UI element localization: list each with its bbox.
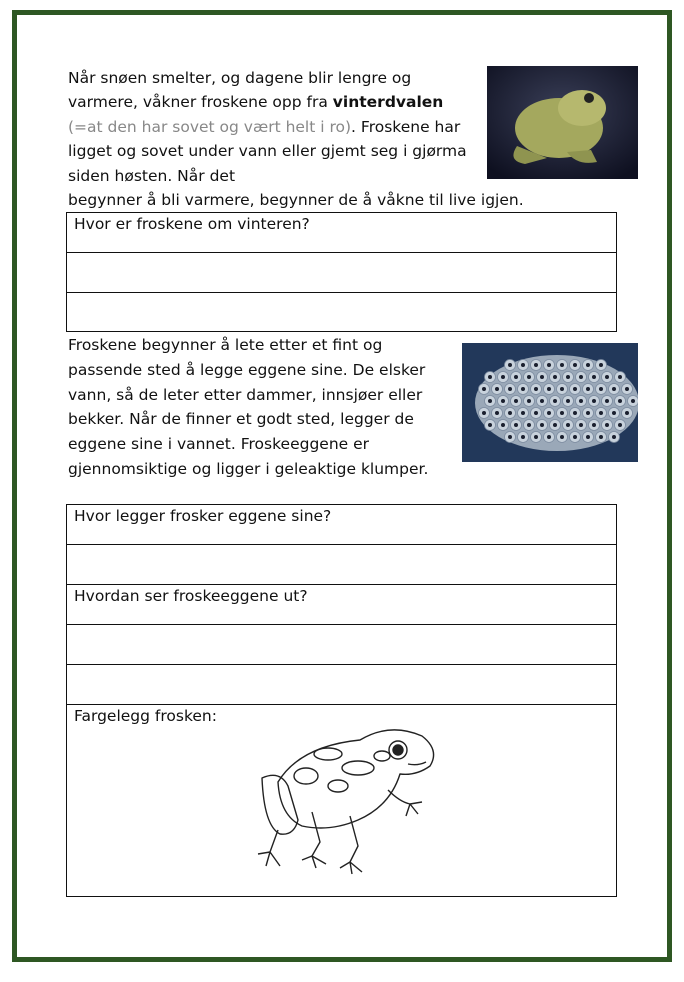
term-vinterdvalen: vinterdvalen: [332, 93, 444, 112]
frog-eggs-photo: [462, 343, 638, 462]
intro-text-continued: . Froskene har ligget og sovet under vann eller gjemt seg i gjørma siden høsten. Når det: [68, 117, 467, 185]
frog-outline-drawing[interactable]: [240, 716, 440, 886]
answer-line[interactable]: [67, 665, 616, 705]
term-definition: (=at den har sovet og vært helt i ro): [68, 117, 352, 136]
answer-line[interactable]: [67, 293, 616, 333]
question-row: [67, 505, 616, 545]
question-box-1: [66, 212, 617, 332]
question-label: Hvor legger frosker eggene sine?: [74, 507, 332, 525]
question-row: [67, 585, 616, 625]
answer-line[interactable]: [67, 253, 616, 293]
answer-line[interactable]: [67, 625, 616, 665]
question-label: Hvordan ser froskeeggene ut?: [74, 587, 308, 605]
eggs-paragraph: Froskene begynner å lete etter et fint og passende sted å legge eggene sine. De elsker vann, så de leter etter dammer, innsjøer eller bekker. Når de finner et godt sted, legger de eggene sine i vannet. Froskeeggene er gjennomsiktige og ligger i geleaktige klumper.: [68, 336, 429, 478]
coloring-label: Fargelegg frosken:: [74, 707, 217, 725]
frog-photo: [487, 66, 638, 179]
answer-line[interactable]: [67, 545, 616, 585]
intro-text: Når snøen smelter, og dagene blir lengre og varmere, våkner froskene opp fra: [68, 69, 412, 112]
question-row: [67, 213, 616, 253]
intro-text-end: begynner å bli varmere, begynner de å våkne til live igjen.: [68, 191, 524, 210]
question-label: Hvor er froskene om vinteren?: [74, 215, 310, 233]
